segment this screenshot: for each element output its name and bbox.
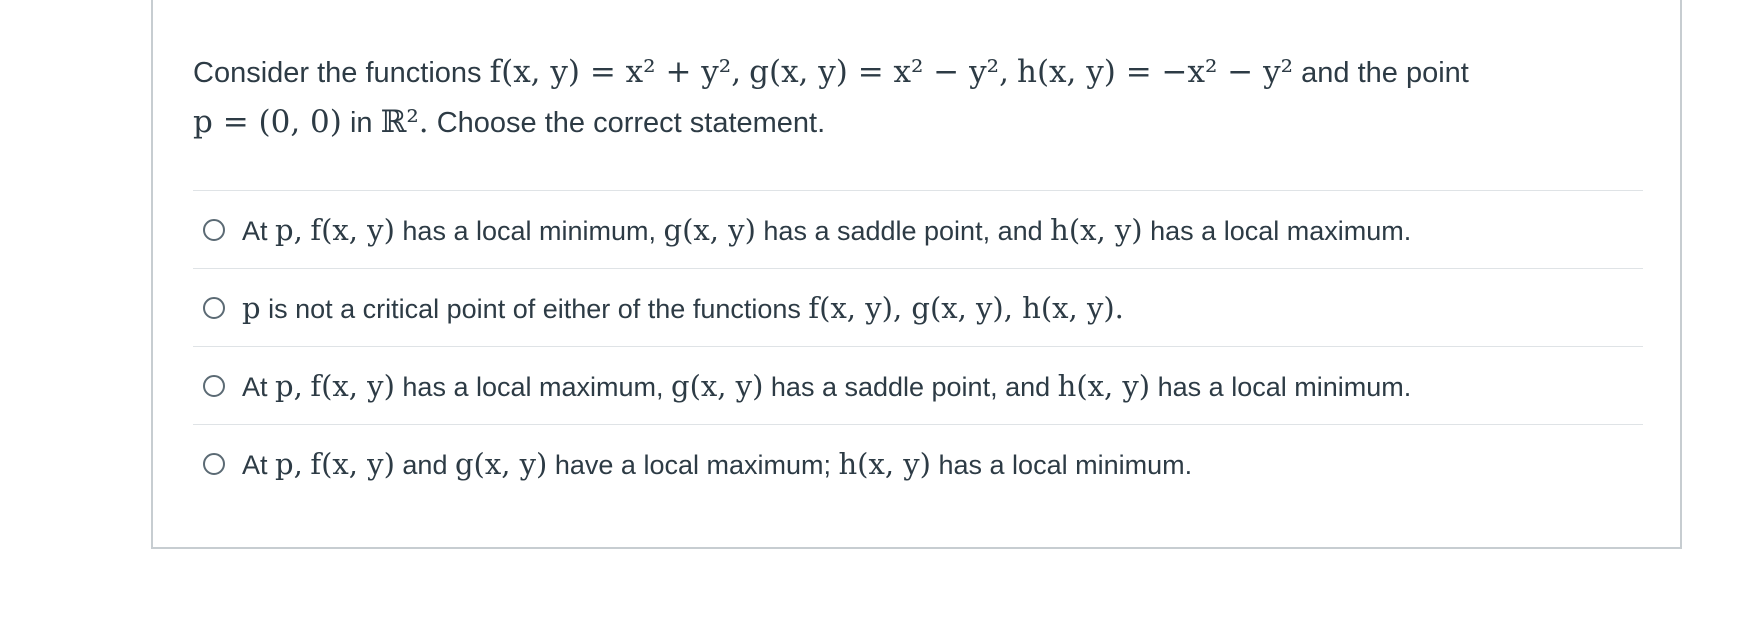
f-definition: f(x, y) = x² + y², bbox=[489, 54, 742, 90]
answer-option-4[interactable] bbox=[193, 424, 1643, 502]
space-symbol: ℝ². bbox=[380, 104, 429, 140]
answer-label: At p, f(x, y) has a local minimum, g(x, y) has a saddle point, and h(x, y) has a local maximum. bbox=[242, 212, 1412, 247]
answer-label: At p, f(x, y) has a local maximum, g(x, y) has a saddle point, and h(x, y) has a local minimum. bbox=[242, 368, 1412, 403]
question-instruction: Choose the correct statement. bbox=[436, 107, 826, 139]
radio-button[interactable] bbox=[203, 375, 225, 397]
question-connector: and the point bbox=[1301, 57, 1469, 89]
answer-list bbox=[193, 190, 1643, 502]
answer-option-3[interactable] bbox=[193, 346, 1643, 424]
radio-button[interactable] bbox=[203, 297, 225, 319]
question-card bbox=[151, 0, 1682, 549]
in-word: in bbox=[349, 107, 373, 139]
question-text bbox=[193, 48, 1643, 148]
answer-label: p is not a critical point of either of the functions f(x, y), g(x, y), h(x, y). bbox=[242, 290, 1124, 325]
radio-button[interactable] bbox=[203, 453, 225, 475]
radio-button[interactable] bbox=[203, 219, 225, 241]
point-definition: p = (0, 0) bbox=[193, 104, 342, 140]
answer-label: At p, f(x, y) and g(x, y) have a local maximum; h(x, y) has a local minimum. bbox=[242, 446, 1193, 481]
answer-option-2[interactable] bbox=[193, 268, 1643, 346]
g-definition: g(x, y) = x² − y², bbox=[749, 54, 1009, 90]
answer-option-1[interactable] bbox=[193, 190, 1643, 268]
question-prefix: Consider the functions bbox=[193, 57, 482, 89]
h-definition: h(x, y) = −x² − y² bbox=[1017, 54, 1294, 90]
